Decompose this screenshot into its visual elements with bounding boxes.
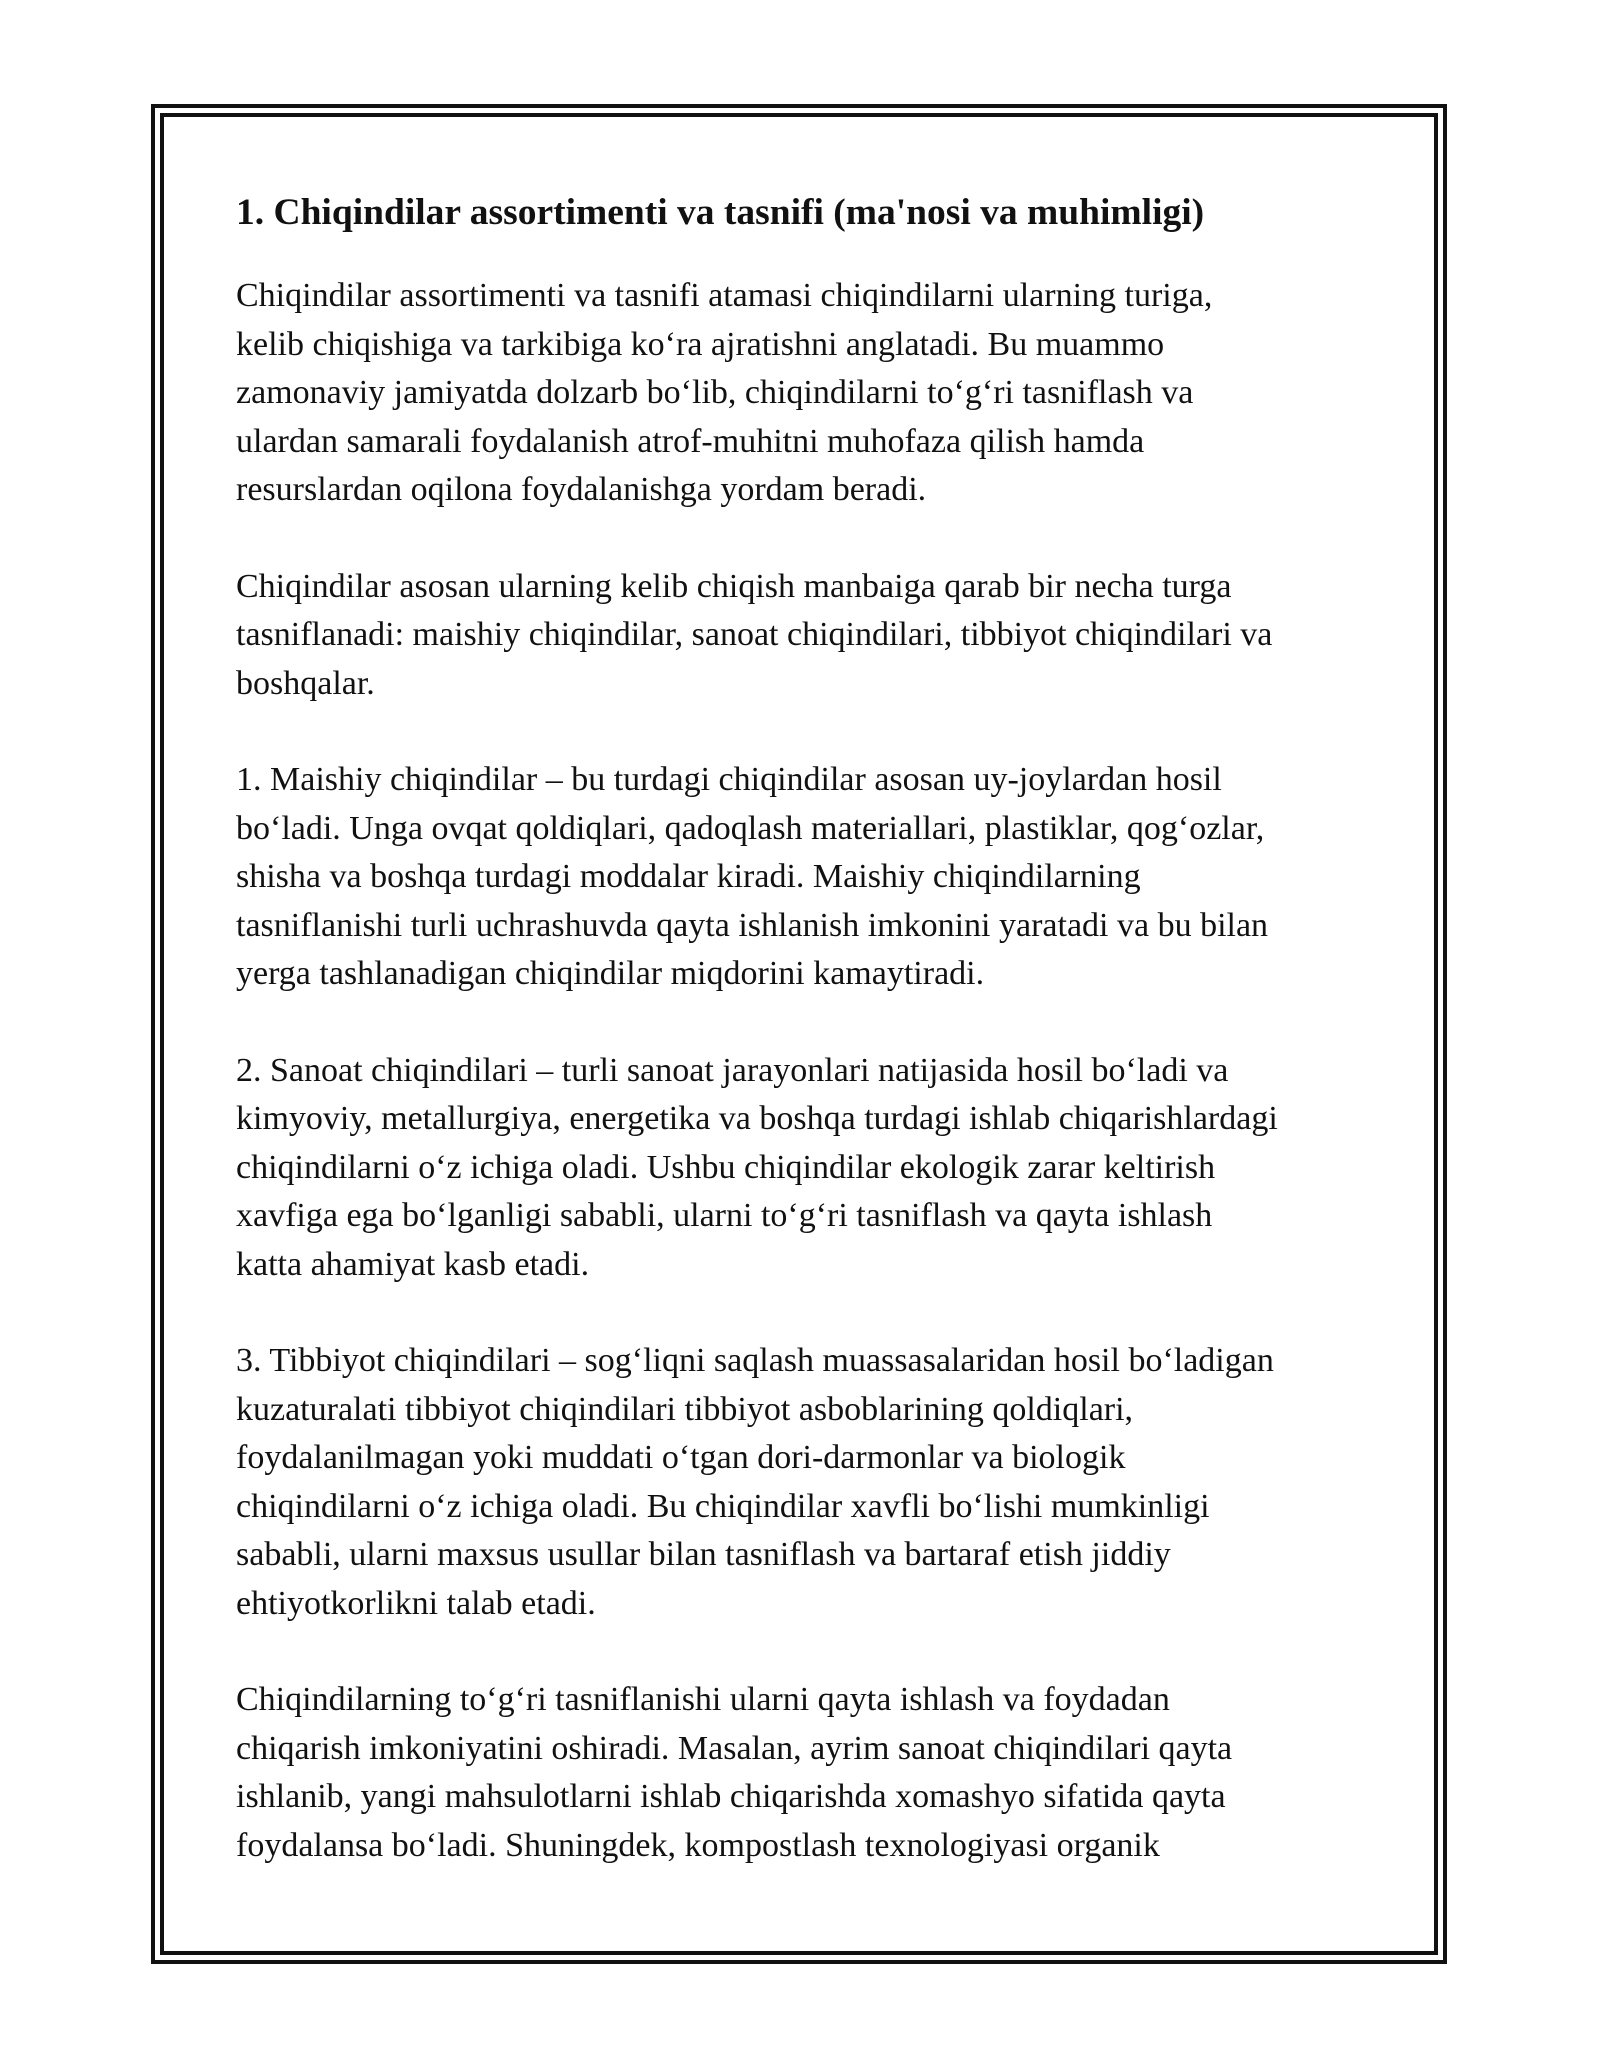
paragraph-medical-waste: 3. Tibbiyot chiqindilari – sogʻliqni saqlash muassasalaridan hosil boʻladigan kuzaturalati tibbiyot chiqindilari tibbiyot asboblarining qoldiqlari, foydalanilmagan yoki muddati oʻtgan dori-darmonlar va biologik chiqindilarni oʻz ichiga oladi. Bu chiqindilar xavfli boʻlishi mumkinligi sababli, ularni maxsus usullar bilan tasniflash va bartaraf etish jiddiy ehtiyotkorlikni talab etadi.: [236, 1342, 1274, 1622]
paragraph-classification: Chiqindilar asosan ularning kelib chiqish manbaiga qarab bir necha turga tasniflanadi: maishiy chiqindilar, sanoat chiqindilari, tibbiyot chiqindilari va boshqalar.: [236, 567, 1273, 702]
paragraph-industrial-waste: 2. Sanoat chiqindilari – turli sanoat jarayonlari natijasida hosil boʻladi va kimyoviy, metallurgiya, energetika va boshqa turdagi ishlab chiqarishlardagi chiqindilarni oʻz ichiga oladi. Ushbu chiqindilar ekologik zarar keltirish xavfiga ega boʻlganligi sababli, ularni toʻgʻri tasniflash va qayta ishlash katta ahamiyat kasb etadi.: [236, 1051, 1278, 1283]
paragraph-recycling: Chiqindilarning toʻgʻri tasniflanishi ularni qayta ishlash va foydadan chiqarish imkoniyatini oshiradi. Masalan, ayrim sanoat chiqindilari qayta ishlanib, yangi mahsulotlarni ishlab chiqarishda xomashyo sifatida qayta foydalansa boʻladi. Shuningdek, kompostlash texnologiyasi organik: [236, 1681, 1233, 1864]
paragraph-intro: Chiqindilar assortimenti va tasnifi atamasi chiqindilarni ularning turiga, kelib chiqishiga va tarkibiga koʻra ajratishni anglatadi. Bu muammo zamonaviy jamiyatda dolzarb boʻlib, chiqindilarni toʻgʻri tasniflash va ulardan samarali foydalanish atrof-muhitni muhofaza qilish hamda resurslardan oqilona foydalanishga yordam beradi.: [236, 277, 1213, 508]
section-heading: 1. Chiqindilar assortimenti va tasnifi (ma'nosi va muhimligi): [236, 192, 1205, 233]
document-body: [236, 180, 1376, 1918]
paragraph-household-waste: 1. Maishiy chiqindilar – bu turdagi chiqindilar asosan uy-joylardan hosil boʻladi. Unga ovqat qoldiqlari, qadoqlash materiallari, plastiklar, qogʻozlar, shisha va boshqa turdagi moddalar kiradi. Maishiy chiqindilarning tasniflanishi turli uchrashuvda qayta ishlanish imkonini yaratadi va bu bilan yerga tashlanadigan chiqindilar miqdorini kamaytiradi.: [236, 761, 1269, 992]
